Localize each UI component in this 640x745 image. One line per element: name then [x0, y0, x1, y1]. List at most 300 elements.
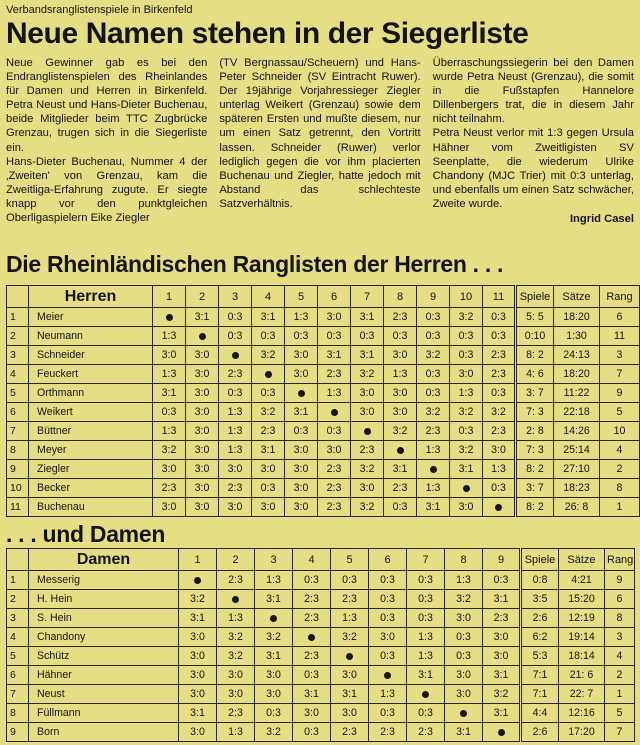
- result-cell: 1:3: [417, 479, 450, 498]
- result-cell: 1:3: [331, 609, 369, 628]
- self-match-cell: [483, 498, 516, 517]
- column-header: 7: [351, 286, 384, 308]
- result-cell: 2:3: [293, 647, 331, 666]
- self-match-cell: [483, 723, 521, 742]
- result-cell: 2:3: [331, 590, 369, 609]
- self-match-cell: [252, 365, 285, 384]
- result-cell: 3:0: [285, 346, 318, 365]
- result-cell: 1:3: [450, 384, 483, 403]
- result-cell: 3:2: [252, 403, 285, 422]
- result-cell: 0:3: [369, 647, 407, 666]
- result-cell: 3:0: [179, 723, 217, 742]
- result-cell: 3:0: [483, 441, 516, 460]
- result-cell: 3:2: [351, 498, 384, 517]
- row-number: 8: [7, 704, 29, 723]
- result-cell: 3:2: [450, 308, 483, 327]
- rank-cell: 5: [600, 403, 640, 422]
- article-paragraph: Petra Neust verlor mit 1:3 gegen Ursula Hähner vom Zweitligisten SV Seenplatte, die wiederum Ulrike Chandony (MJC Trier) mit 0:3 unterlag, und ebenfalls um einen Satz schwächer, Zweite wurde.: [432, 127, 634, 210]
- result-cell: 3:0: [252, 460, 285, 479]
- games-cell: 2: 8: [516, 422, 554, 441]
- self-match-cell: [186, 327, 219, 346]
- dot-icon: [495, 504, 502, 511]
- result-cell: 0:3: [293, 666, 331, 685]
- result-cell: 3:1: [153, 384, 186, 403]
- result-cell: 3:0: [186, 498, 219, 517]
- table-row: [7, 498, 640, 517]
- result-cell: 1:3: [445, 571, 483, 590]
- result-cell: 3:0: [445, 609, 483, 628]
- row-number: 2: [7, 590, 29, 609]
- result-cell: 3:0: [186, 479, 219, 498]
- result-cell: 1:3: [483, 460, 516, 479]
- games-cell: 3:5: [521, 590, 559, 609]
- player-name: S. Hein: [29, 609, 179, 628]
- result-cell: 3:0: [445, 685, 483, 704]
- table-row: [7, 403, 640, 422]
- self-match-cell: [384, 441, 417, 460]
- stat-column-header: Spiele: [516, 286, 554, 308]
- table-row: [7, 723, 635, 742]
- rank-cell: 2: [605, 666, 635, 685]
- games-cell: 7:1: [521, 685, 559, 704]
- dot-icon: [498, 729, 505, 736]
- rank-cell: 5: [605, 704, 635, 723]
- result-cell: 0:3: [417, 327, 450, 346]
- games-cell: 0:10: [516, 327, 554, 346]
- dot-icon: [460, 710, 467, 717]
- result-cell: 3:1: [252, 441, 285, 460]
- result-cell: 3:1: [255, 590, 293, 609]
- row-number: 9: [7, 723, 29, 742]
- player-name: Chandony: [29, 628, 179, 647]
- author-byline: Ingrid Casel: [569, 213, 634, 226]
- result-cell: 3:1: [384, 460, 417, 479]
- article-paragraph: Neue Gewinner gab es bei den Endranglistenspielen des Rheinlandes für Damen und Herren in Birkenfeld. Petra Neust und Hans-Dieter Buchenau, beide Mitglieder beim TTC Zugbrücke Grenzau, trugen sich in die Siegerliste ein.: [6, 57, 208, 154]
- result-cell: 3:0: [384, 384, 417, 403]
- result-cell: 2:3: [369, 723, 407, 742]
- result-cell: 1:3: [318, 384, 351, 403]
- result-cell: 3:1: [285, 403, 318, 422]
- result-cell: 3:1: [483, 590, 521, 609]
- dot-icon: [199, 333, 206, 340]
- result-cell: 3:2: [483, 403, 516, 422]
- sets-cell: 15:20: [559, 590, 605, 609]
- sets-cell: 27:10: [554, 460, 600, 479]
- result-cell: 0:3: [445, 628, 483, 647]
- self-match-cell: [255, 609, 293, 628]
- result-cell: 3:0: [351, 384, 384, 403]
- result-cell: 3:0: [384, 403, 417, 422]
- column-header: 8: [384, 286, 417, 308]
- dot-icon: [166, 314, 173, 321]
- result-cell: 0:3: [407, 571, 445, 590]
- result-cell: 2:3: [483, 609, 521, 628]
- kicker: Verbandsranglistenspiele in Birkenfeld: [6, 4, 193, 16]
- result-cell: 0:3: [369, 571, 407, 590]
- column-header: 1: [153, 286, 186, 308]
- result-cell: 3:0: [285, 460, 318, 479]
- sets-cell: 11:22: [554, 384, 600, 403]
- player-name: Meyer: [29, 441, 153, 460]
- result-cell: 3:0: [186, 422, 219, 441]
- self-match-cell: [219, 346, 252, 365]
- damen-ranking-table: [6, 548, 635, 742]
- table-row: [7, 647, 635, 666]
- result-cell: 0:3: [417, 384, 450, 403]
- self-match-cell: [179, 571, 217, 590]
- result-cell: 3:0: [331, 704, 369, 723]
- result-cell: 3:0: [450, 498, 483, 517]
- result-cell: 0:3: [318, 422, 351, 441]
- result-cell: 3:0: [285, 365, 318, 384]
- dot-icon: [232, 352, 239, 359]
- result-cell: 3:1: [483, 666, 521, 685]
- result-cell: 3:0: [186, 346, 219, 365]
- herren-section-title: Die Rheinländischen Ranglisten der Herren . . .: [6, 251, 504, 277]
- player-name: Schneider: [29, 346, 153, 365]
- result-cell: 2:3: [318, 479, 351, 498]
- games-cell: 6:2: [521, 628, 559, 647]
- table-label: Damen: [29, 549, 179, 571]
- player-name: Hähner: [29, 666, 179, 685]
- result-cell: 1:3: [217, 609, 255, 628]
- self-match-cell: [318, 403, 351, 422]
- result-cell: 0:3: [219, 308, 252, 327]
- games-cell: 5:3: [521, 647, 559, 666]
- result-cell: 0:3: [369, 609, 407, 628]
- result-cell: 1:3: [219, 441, 252, 460]
- table-row: [7, 460, 640, 479]
- table-row: [7, 704, 635, 723]
- row-number: 4: [7, 365, 29, 384]
- result-cell: 2:3: [483, 365, 516, 384]
- row-number: 4: [7, 628, 29, 647]
- result-cell: 3:0: [179, 647, 217, 666]
- result-cell: 3:0: [285, 441, 318, 460]
- rank-cell: 1: [605, 685, 635, 704]
- rank-cell: 11: [600, 327, 640, 346]
- result-cell: 2:3: [407, 723, 445, 742]
- result-cell: 0:3: [252, 384, 285, 403]
- result-cell: 3:2: [217, 647, 255, 666]
- player-name: Neumann: [29, 327, 153, 346]
- column-header: 11: [483, 286, 516, 308]
- sets-cell: 12:19: [559, 609, 605, 628]
- result-cell: 0:3: [219, 384, 252, 403]
- result-cell: 3:1: [407, 666, 445, 685]
- self-match-cell: [450, 479, 483, 498]
- player-name: Orthmann: [29, 384, 153, 403]
- stat-column-header: Rang: [605, 549, 635, 571]
- result-cell: 0:3: [318, 327, 351, 346]
- result-cell: 2:3: [417, 422, 450, 441]
- sets-cell: 19:14: [559, 628, 605, 647]
- rank-cell: 8: [600, 479, 640, 498]
- column-header: 8: [445, 549, 483, 571]
- sets-cell: 1:30: [554, 327, 600, 346]
- self-match-cell: [417, 460, 450, 479]
- games-cell: 3: 7: [516, 384, 554, 403]
- result-cell: 3:1: [179, 609, 217, 628]
- result-cell: 0:3: [407, 609, 445, 628]
- result-cell: 3:0: [331, 666, 369, 685]
- self-match-cell: [369, 666, 407, 685]
- result-cell: 0:3: [450, 327, 483, 346]
- result-cell: 3:0: [483, 647, 521, 666]
- column-header: 3: [255, 549, 293, 571]
- result-cell: 3:0: [285, 479, 318, 498]
- result-cell: 2:3: [483, 422, 516, 441]
- table-row: [7, 384, 640, 403]
- table-row: [7, 590, 635, 609]
- row-number: 8: [7, 441, 29, 460]
- result-cell: 3:2: [153, 441, 186, 460]
- header-blank: [7, 549, 29, 571]
- article-paragraph: Überraschungssiegerin bei den Damen wurde Petra Neust (Grenzau), die somit in die Fußstapfen Hannelore Dillenbergers trat, die in diesem Jahr nicht teilnahm.: [432, 57, 634, 126]
- player-name: Becker: [29, 479, 153, 498]
- dot-icon: [430, 466, 437, 473]
- result-cell: 3:0: [179, 628, 217, 647]
- result-cell: 3:2: [331, 628, 369, 647]
- stat-column-header: Spiele: [521, 549, 559, 571]
- player-name: Feuckert: [29, 365, 153, 384]
- result-cell: 2:3: [153, 479, 186, 498]
- self-match-cell: [285, 384, 318, 403]
- table-row: [7, 479, 640, 498]
- article-column-3: [433, 56, 634, 242]
- result-cell: 3:1: [318, 346, 351, 365]
- table-row: [7, 628, 635, 647]
- sets-cell: 18:14: [559, 647, 605, 666]
- rank-cell: 9: [605, 571, 635, 590]
- rank-cell: 4: [605, 647, 635, 666]
- result-cell: 3:1: [445, 723, 483, 742]
- sets-cell: 4:21: [559, 571, 605, 590]
- table-row: [7, 327, 640, 346]
- self-match-cell: [331, 647, 369, 666]
- result-cell: 1:3: [417, 441, 450, 460]
- rank-cell: 4: [600, 441, 640, 460]
- column-header: 4: [293, 549, 331, 571]
- row-number: 5: [7, 647, 29, 666]
- result-cell: 3:0: [179, 666, 217, 685]
- result-cell: 3:2: [417, 346, 450, 365]
- result-cell: 3:0: [450, 365, 483, 384]
- result-cell: 3:1: [179, 704, 217, 723]
- table-header-row: [7, 286, 640, 308]
- player-name: Ziegler: [29, 460, 153, 479]
- article-column-2: [219, 56, 420, 242]
- table-row: [7, 308, 640, 327]
- result-cell: 2:3: [318, 365, 351, 384]
- result-cell: 0:3: [483, 384, 516, 403]
- games-cell: 5: 5: [516, 308, 554, 327]
- table-row: [7, 685, 635, 704]
- table-label: Herren: [29, 286, 153, 308]
- result-cell: 2:3: [384, 479, 417, 498]
- result-cell: 3:0: [179, 685, 217, 704]
- result-cell: 2:3: [217, 704, 255, 723]
- row-number: 6: [7, 403, 29, 422]
- result-cell: 3:2: [450, 441, 483, 460]
- self-match-cell: [293, 628, 331, 647]
- result-cell: 2:3: [293, 590, 331, 609]
- result-cell: 0:3: [450, 346, 483, 365]
- dot-icon: [397, 447, 404, 454]
- sets-cell: 22: 7: [559, 685, 605, 704]
- column-header: 6: [318, 286, 351, 308]
- result-cell: 0:3: [417, 365, 450, 384]
- result-cell: 0:3: [483, 479, 516, 498]
- result-cell: 0:3: [483, 571, 521, 590]
- self-match-cell: [407, 685, 445, 704]
- result-cell: 3:0: [219, 498, 252, 517]
- row-number: 3: [7, 609, 29, 628]
- result-cell: 3:0: [351, 479, 384, 498]
- result-cell: 3:0: [252, 498, 285, 517]
- column-header: 3: [219, 286, 252, 308]
- result-cell: 3:2: [351, 460, 384, 479]
- row-number: 10: [7, 479, 29, 498]
- result-cell: 0:3: [153, 403, 186, 422]
- result-cell: 0:3: [293, 571, 331, 590]
- result-cell: 3:2: [351, 365, 384, 384]
- result-cell: 3:0: [153, 460, 186, 479]
- result-cell: 0:3: [483, 308, 516, 327]
- result-cell: 3:2: [252, 346, 285, 365]
- dot-icon: [384, 672, 391, 679]
- result-cell: 1:3: [217, 723, 255, 742]
- result-cell: 3:0: [217, 666, 255, 685]
- games-cell: 8: 2: [516, 346, 554, 365]
- result-cell: 1:3: [219, 422, 252, 441]
- rank-cell: 7: [600, 365, 640, 384]
- result-cell: 3:2: [483, 685, 521, 704]
- sets-cell: 25:14: [554, 441, 600, 460]
- sets-cell: 14:26: [554, 422, 600, 441]
- player-name: Messerig: [29, 571, 179, 590]
- result-cell: 0:3: [445, 647, 483, 666]
- column-header: 10: [450, 286, 483, 308]
- result-cell: 1:3: [384, 365, 417, 384]
- result-cell: 3:2: [217, 628, 255, 647]
- games-cell: 0:8: [521, 571, 559, 590]
- games-cell: 4: 6: [516, 365, 554, 384]
- result-cell: 2:3: [351, 441, 384, 460]
- column-header: 2: [217, 549, 255, 571]
- table-header-row: [7, 549, 635, 571]
- result-cell: 0:3: [407, 590, 445, 609]
- result-cell: 3:0: [351, 403, 384, 422]
- sets-cell: 26: 8: [554, 498, 600, 517]
- result-cell: 3:0: [293, 704, 331, 723]
- headline: Neue Namen stehen in der Siegerliste: [6, 17, 529, 50]
- result-cell: 3:0: [186, 365, 219, 384]
- result-cell: 0:3: [285, 327, 318, 346]
- player-name: Füllmann: [29, 704, 179, 723]
- sets-cell: 18:20: [554, 308, 600, 327]
- dot-icon: [265, 371, 272, 378]
- result-cell: 3:2: [450, 403, 483, 422]
- player-name: Neust: [29, 685, 179, 704]
- result-cell: 3:0: [153, 346, 186, 365]
- table-row: [7, 571, 635, 590]
- self-match-cell: [217, 590, 255, 609]
- column-header: 2: [186, 286, 219, 308]
- result-cell: 2:3: [219, 365, 252, 384]
- result-cell: 2:3: [331, 723, 369, 742]
- result-cell: 3:1: [351, 346, 384, 365]
- column-header: 5: [331, 549, 369, 571]
- result-cell: 3:0: [285, 498, 318, 517]
- article-body: [6, 56, 634, 242]
- dot-icon: [308, 634, 315, 641]
- result-cell: 3:2: [384, 422, 417, 441]
- result-cell: 3:2: [255, 723, 293, 742]
- row-number: 1: [7, 571, 29, 590]
- column-header: 5: [285, 286, 318, 308]
- games-cell: 8: 2: [516, 498, 554, 517]
- rank-cell: 2: [600, 460, 640, 479]
- result-cell: 3:0: [186, 403, 219, 422]
- games-cell: 2:6: [521, 609, 559, 628]
- row-number: 7: [7, 422, 29, 441]
- result-cell: 2:3: [252, 422, 285, 441]
- row-number: 9: [7, 460, 29, 479]
- result-cell: 1:3: [369, 685, 407, 704]
- result-cell: 0:3: [331, 571, 369, 590]
- result-cell: 3:0: [255, 685, 293, 704]
- row-number: 3: [7, 346, 29, 365]
- self-match-cell: [445, 704, 483, 723]
- table-row: [7, 666, 635, 685]
- column-header: 9: [483, 549, 521, 571]
- rank-cell: 3: [600, 346, 640, 365]
- sets-cell: 12:16: [559, 704, 605, 723]
- result-cell: 3:0: [483, 628, 521, 647]
- result-cell: 3:1: [450, 460, 483, 479]
- result-cell: 0:3: [351, 327, 384, 346]
- games-cell: 3: 7: [516, 479, 554, 498]
- games-cell: 4:4: [521, 704, 559, 723]
- sets-cell: 17:20: [559, 723, 605, 742]
- column-header: 9: [417, 286, 450, 308]
- rank-cell: 6: [600, 308, 640, 327]
- result-cell: 1:3: [407, 628, 445, 647]
- result-cell: 3:0: [384, 346, 417, 365]
- row-number: 5: [7, 384, 29, 403]
- self-match-cell: [351, 422, 384, 441]
- games-cell: 8: 2: [516, 460, 554, 479]
- result-cell: 0:3: [407, 704, 445, 723]
- self-match-cell: [153, 308, 186, 327]
- result-cell: 3:2: [255, 628, 293, 647]
- result-cell: 0:3: [252, 479, 285, 498]
- column-header: 4: [252, 286, 285, 308]
- player-name: H. Hein: [29, 590, 179, 609]
- result-cell: 2:3: [318, 460, 351, 479]
- dot-icon: [298, 390, 305, 397]
- result-cell: 1:3: [285, 308, 318, 327]
- table-row: [7, 609, 635, 628]
- column-header: 6: [369, 549, 407, 571]
- rank-cell: 7: [605, 723, 635, 742]
- result-cell: 3:0: [318, 308, 351, 327]
- result-cell: 3:1: [186, 308, 219, 327]
- player-name: Weikert: [29, 403, 153, 422]
- result-cell: 3:1: [417, 498, 450, 517]
- result-cell: 2:3: [318, 498, 351, 517]
